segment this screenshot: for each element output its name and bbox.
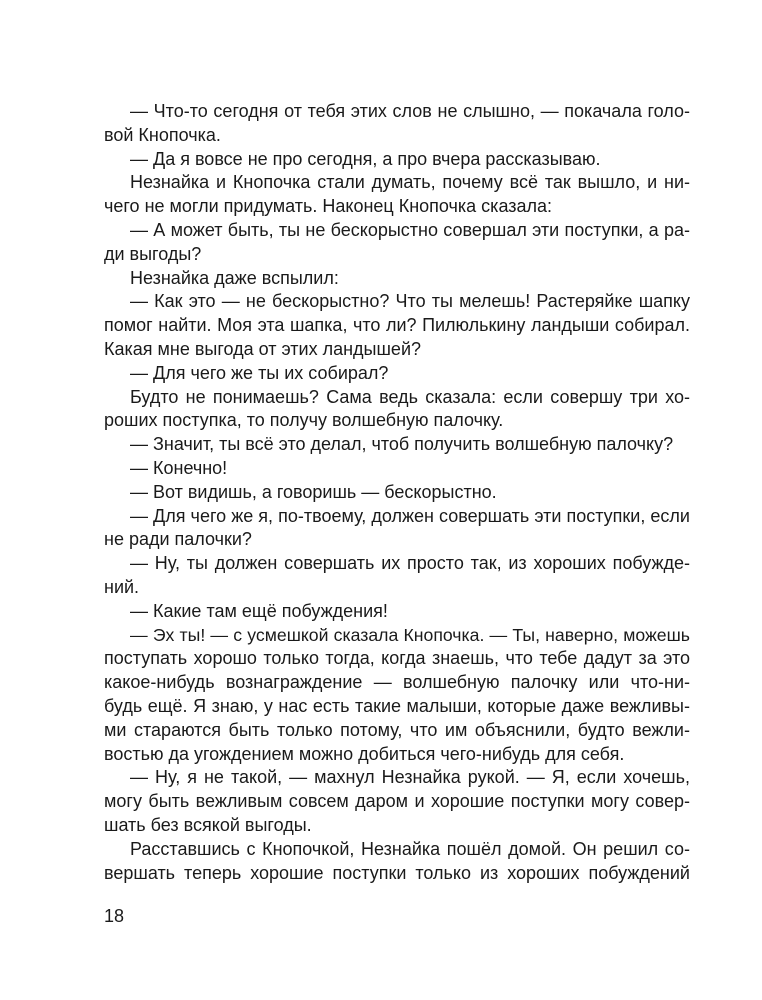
- text-line: — Для чего же я, по-твоему, должен совершать эти поступки, если: [130, 505, 690, 526]
- text-line: — Ну, ты должен совершать их просто так, из хороших побужде-: [130, 553, 690, 574]
- text-line: Незнайка даже вспылил:: [130, 267, 339, 288]
- text-line: Какая мне выгода от этих ландышей?: [104, 338, 422, 359]
- text-line: Расставшись с Кнопочкой, Незнайка пошёл домой. Он решил со-: [130, 838, 690, 859]
- text-line: — Ну, я не такой, — махнул Незнайка рукой. — Я, если хочешь,: [130, 767, 690, 788]
- text-line: ди выгоды?: [104, 243, 202, 264]
- text-line: будь ещё. Я знаю, у нас есть такие малыши, которые даже вежливы-: [104, 695, 690, 716]
- text-line: — Значит, ты всё это делал, чтоб получить волшебную палочку?: [130, 434, 674, 455]
- text-line: востью да угождением можно добиться чего-нибудь для себя.: [104, 743, 625, 764]
- text-line: Будто не понимаешь? Сама ведь сказала: если совершу три хо-: [130, 386, 690, 407]
- text-line: — Как это — не бескорыстно? Что ты мелешь! Растеряйке шапку: [130, 291, 690, 312]
- text-line: — Какие там ещё побуждения!: [130, 600, 388, 621]
- text-line: — Вот видишь, а говоришь — бескорыстно.: [130, 481, 497, 502]
- text-line: ми стараются быть только потому, что им объяснили, будто вежли-: [104, 719, 690, 740]
- text-line: — Для чего же ты их собирал?: [130, 362, 389, 383]
- text-line: вершать теперь хорошие поступки только из хороших побуждений: [104, 862, 690, 883]
- text-line: — Конечно!: [130, 457, 228, 478]
- text-line: — А может быть, ты не бескорыстно совершал эти поступки, а ра-: [130, 219, 690, 240]
- page-number: 18: [104, 906, 125, 926]
- text-line: какое-нибудь вознаграждение — волшебную палочку или что-ни-: [104, 672, 690, 693]
- text-line: — Да я вовсе не про сегодня, а про вчера рассказываю.: [130, 148, 601, 169]
- body-text: [104, 100, 690, 885]
- text-line: — Эх ты! — с усмешкой сказала Кнопочка. — Ты, наверно, можешь: [130, 624, 690, 645]
- text-line: Незнайка и Кнопочка стали думать, почему всё так вышло, и ни-: [130, 172, 690, 193]
- text-line: вой Кнопочка.: [104, 124, 221, 145]
- text-line: поступать хорошо только тогда, когда знаешь, что тебе дадут за это: [104, 648, 690, 669]
- text-line: — Что-то сегодня от тебя этих слов не слышно, — покачала голо-: [130, 101, 690, 121]
- text-line: могу быть вежливым совсем даром и хорошие поступки могу совер-: [104, 791, 690, 812]
- text-line: чего не могли придумать. Наконец Кнопочка сказала:: [104, 196, 553, 217]
- text-line: не ради палочки?: [104, 529, 252, 550]
- text-line: ний.: [104, 576, 140, 597]
- text-line: шать без всякой выгоды.: [104, 814, 312, 835]
- text-line: роших поступка, то получу волшебную палочку.: [104, 410, 504, 431]
- text-line: помог найти. Моя эта шапка, что ли? Пилюлькину ландыши собирал.: [104, 315, 690, 336]
